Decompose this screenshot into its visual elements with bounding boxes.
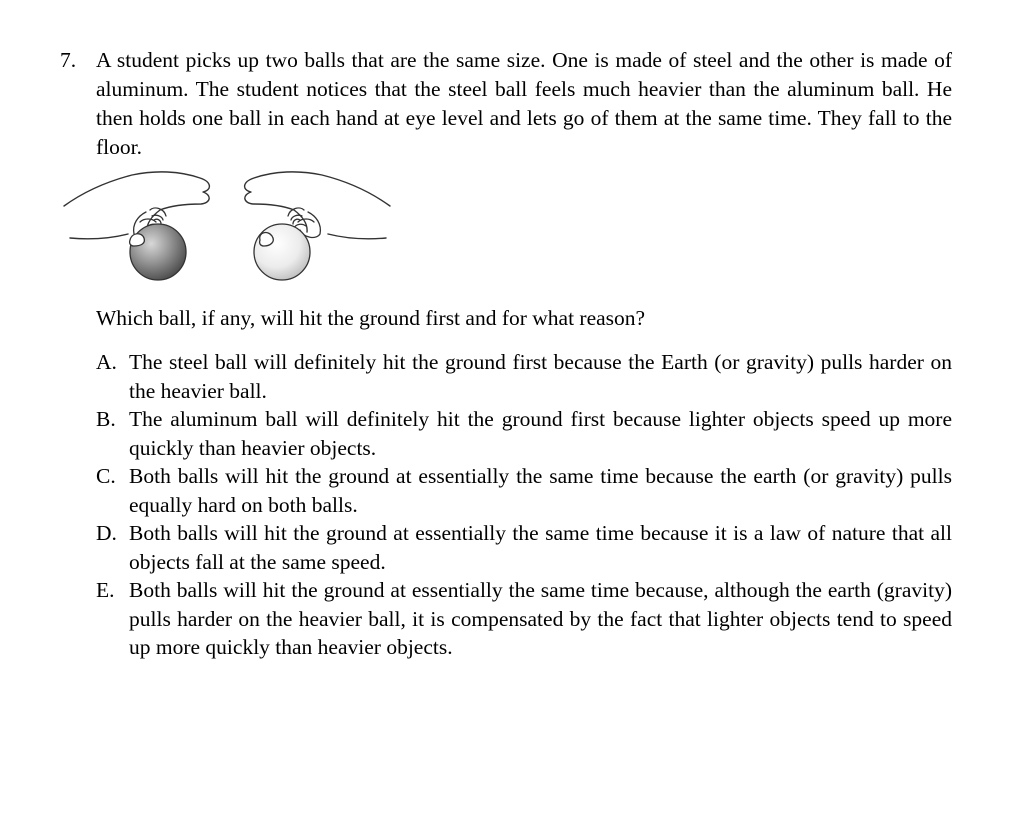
choice-letter: C. (96, 464, 116, 488)
question-stem (60, 46, 952, 162)
choice-letter: E. (96, 578, 115, 602)
question-prompt: Which ball, if any, will hit the ground first and for what reason? (96, 306, 646, 330)
question-number: 7. (60, 48, 77, 72)
choice-text: The aluminum ball will definitely hit the ground first because lighter objects speed up more quickly than heavier objects. (129, 407, 952, 460)
choice-letter: D. (96, 521, 117, 545)
aluminum-ball-icon (254, 224, 310, 280)
question-stem-text: A student picks up two balls that are the same size. One is made of steel and the other is made of aluminum. The student notices that the steel ball feels much heavier than the aluminum ball. He then holds one ball in each hand at eye level and lets go of them at the same time. They fall to the floor. (96, 48, 952, 159)
hands-holding-balls-figure (60, 160, 395, 290)
choice-c[interactable] (96, 462, 952, 519)
steel-ball-icon (130, 224, 186, 280)
choice-b[interactable] (96, 405, 952, 462)
choice-a[interactable] (96, 348, 952, 405)
choice-text: Both balls will hit the ground at essentially the same time because, although the earth (gravity) pulls harder on the heavier ball, it is compensated by the fact that lighter objects tend to speed up more quickly than heavier objects. (129, 578, 952, 659)
question-7 (60, 46, 952, 162)
choice-e[interactable] (96, 576, 952, 662)
choice-letter: A. (96, 350, 117, 374)
choice-text: Both balls will hit the ground at essentially the same time because the earth (or gravity) pulls equally hard on both balls. (129, 464, 952, 517)
choice-letter: B. (96, 407, 116, 431)
choice-d[interactable] (96, 519, 952, 576)
left-hand-icon (64, 172, 209, 239)
choice-text: Both balls will hit the ground at essentially the same time because it is a law of nature that all objects fall at the same speed. (129, 521, 952, 574)
answer-choices (96, 348, 952, 662)
choice-text: The steel ball will definitely hit the ground first because the Earth (or gravity) pulls harder on the heavier ball. (129, 350, 952, 403)
